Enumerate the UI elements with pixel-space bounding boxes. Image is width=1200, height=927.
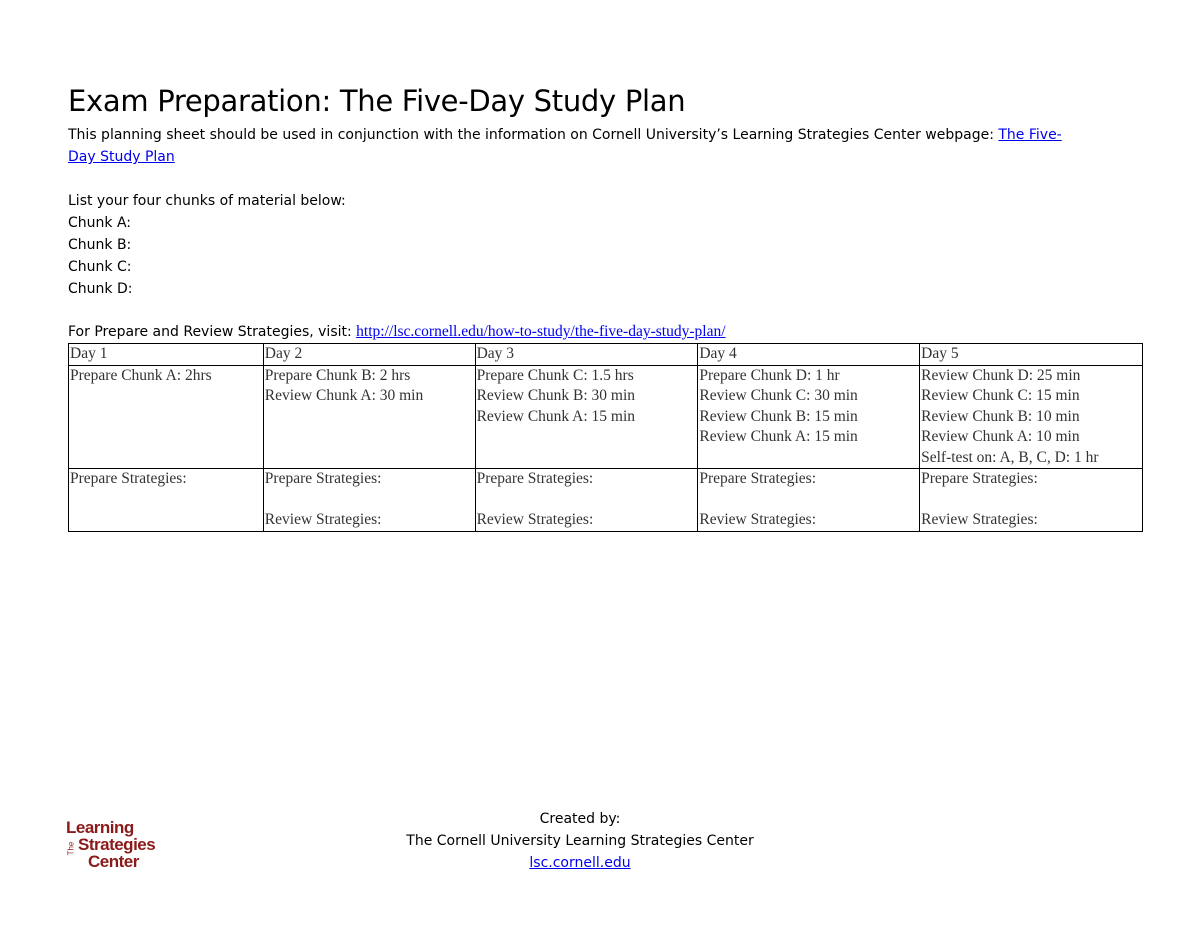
day-3-tasks [475, 365, 698, 469]
prepare-strategies-label: Prepare Strategies: [921, 470, 1038, 487]
task-line: Review Chunk A: 15 min [699, 428, 858, 445]
day-1-tasks [69, 365, 264, 469]
task-line: Prepare Chunk B: 2 hrs [264, 366, 411, 384]
chunk-d-label: Chunk D: [68, 281, 133, 297]
day-2-strategies [263, 469, 475, 532]
task-line: Review Chunk B: 30 min [476, 387, 636, 404]
day-1-strategies [69, 469, 264, 532]
task-line: Review Chunk C: 15 min [921, 387, 1080, 404]
cell-spacer [265, 490, 474, 511]
day-4-tasks [698, 365, 920, 469]
logo-the-text: The [66, 841, 76, 856]
intro-paragraph [68, 124, 1088, 168]
review-strategies-label: Review Strategies: [921, 511, 1038, 528]
task-line: Review Chunk A: 10 min [921, 428, 1080, 445]
chunk-b-label: Chunk B: [68, 237, 132, 253]
task-line: Prepare Chunk A: 2hrs [70, 366, 212, 384]
chunk-c-label: Chunk C: [68, 259, 132, 275]
day-3-strategies [475, 469, 698, 532]
strategies-url-link[interactable]: http://lsc.cornell.edu/how-to-study/the-five-day-study-plan/ [356, 323, 726, 340]
day-2-header: Day 2 [263, 344, 475, 366]
prepare-strategies-label: Prepare Strategies: [699, 470, 816, 487]
day-3-header: Day 3 [475, 344, 698, 366]
footer-credits [380, 808, 780, 874]
page-title: Exam Preparation: The Five-Day Study Plan [68, 84, 686, 118]
footer-created-by: Created by: [539, 811, 621, 827]
strategies-visit-line [68, 322, 726, 342]
review-strategies-label: Review Strategies: [264, 511, 382, 528]
day-1-header: Day 1 [69, 344, 264, 366]
prepare-strategies-label: Prepare Strategies: [264, 470, 382, 487]
task-line: Review Chunk B: 10 min [921, 407, 1080, 425]
task-line: Prepare Chunk C: 1.5 hrs [476, 366, 634, 384]
task-line: Review Chunk A: 30 min [264, 387, 424, 404]
logo-center-text: Center [88, 852, 139, 871]
cell-spacer [699, 490, 918, 511]
task-line: Review Chunk C: 30 min [699, 387, 858, 404]
task-row [69, 365, 1143, 469]
day-2-tasks [263, 365, 475, 469]
chunk-list [68, 190, 346, 300]
cell-spacer [921, 490, 1141, 511]
cell-spacer [477, 490, 697, 511]
day-4-strategies [698, 469, 920, 532]
task-line: Review Chunk B: 15 min [699, 407, 858, 425]
footer-lsc-link[interactable]: lsc.cornell.edu [529, 855, 631, 871]
intro-text: This planning sheet should be used in conjunction with the information on Cornell University’s Learning Strategies Center webpage: [68, 127, 999, 143]
cell-spacer [70, 490, 262, 511]
day-5-header: Day 5 [920, 344, 1143, 366]
day-header-row [69, 344, 1143, 366]
day-4-header: Day 4 [698, 344, 920, 366]
strategies-row [69, 469, 1143, 532]
logo-learning-text: Learning [66, 818, 134, 837]
task-line: Review Chunk D: 25 min [921, 366, 1081, 384]
day-5-tasks [920, 365, 1143, 469]
study-plan-table [68, 343, 1143, 532]
chunk-prompt: List your four chunks of material below: [68, 193, 346, 209]
day-5-strategies [920, 469, 1143, 532]
review-strategies-label: Review Strategies: [699, 511, 817, 528]
five-day-plan-link[interactable]: The Five-Day Study Plan [68, 127, 1062, 165]
task-line: Self-test on: A, B, C, D: 1 hr [921, 448, 1099, 466]
review-strategies-label: Review Strategies: [476, 511, 594, 528]
footer-org: The Cornell University Learning Strategies Center [406, 833, 754, 849]
lsc-logo [66, 818, 176, 874]
task-line: Review Chunk A: 15 min [476, 407, 636, 425]
prepare-strategies-label: Prepare Strategies: [70, 470, 187, 487]
logo-strategies-text: Strategies [78, 835, 156, 854]
task-line: Prepare Chunk D: 1 hr [699, 366, 840, 384]
chunk-a-label: Chunk A: [68, 215, 131, 231]
prepare-strategies-label: Prepare Strategies: [476, 470, 594, 487]
strategies-visit-label: For Prepare and Review Strategies, visit: [68, 324, 357, 340]
